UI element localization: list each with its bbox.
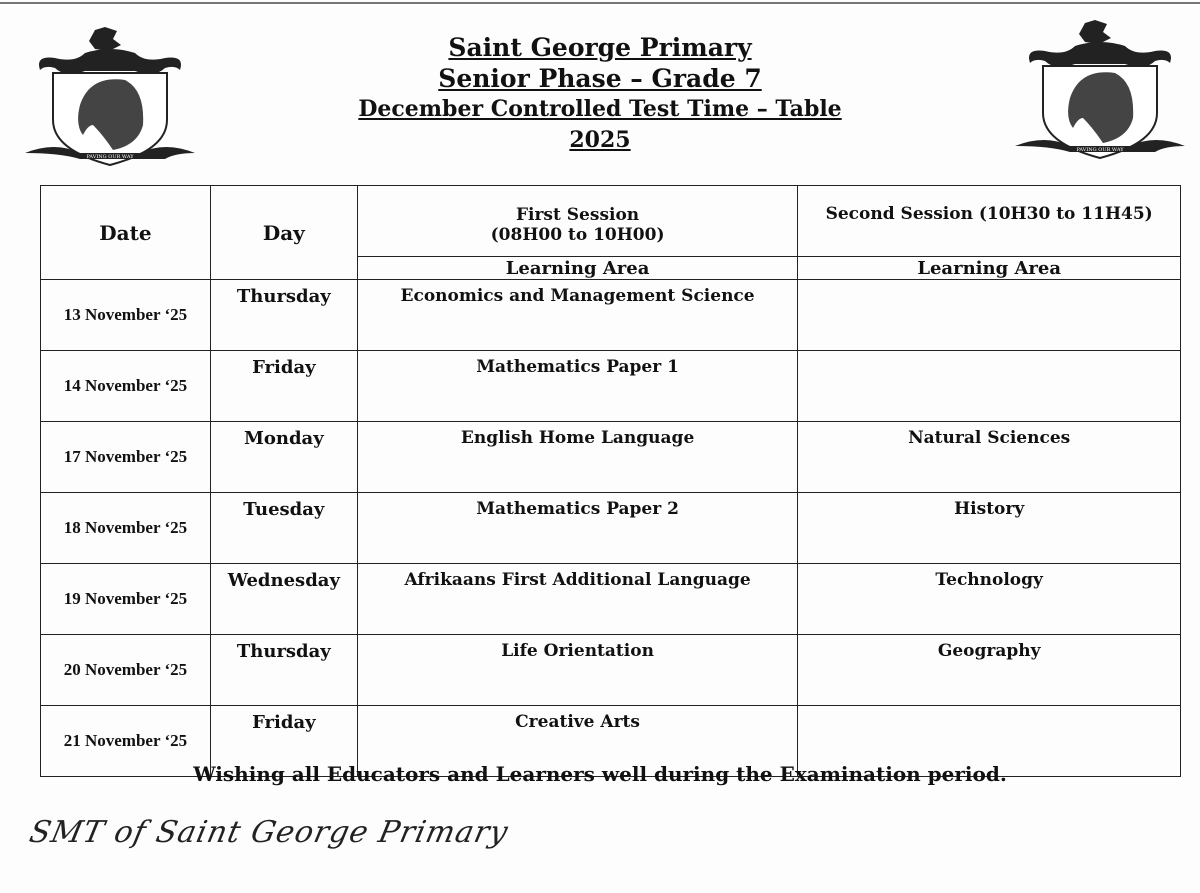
day-cell: Wednesday	[210, 564, 357, 635]
first-session-cell: Economics and Management Science	[357, 280, 798, 351]
footer-message: Wishing all Educators and Learners well during the Examination period.	[193, 762, 1007, 786]
table-row	[41, 422, 1181, 493]
first-session-cell: Mathematics Paper 2	[357, 493, 798, 564]
date-cell: 17 November ‘25	[41, 422, 211, 493]
date-cell: 18 November ‘25	[41, 493, 211, 564]
first-session-cell: Afrikaans First Additional Language	[357, 564, 798, 635]
school-crest-logo-right	[1015, 18, 1185, 163]
document-header	[300, 32, 900, 156]
header-date: Date	[41, 186, 211, 280]
date-cell: 14 November ‘25	[41, 351, 211, 422]
svg-text:PAVING OUR WAY: PAVING OUR WAY	[1076, 147, 1124, 153]
logo-motto: PAVING OUR WAY	[86, 154, 134, 160]
table-row	[41, 564, 1181, 635]
second-session-cell	[798, 351, 1181, 422]
first-session-cell: Mathematics Paper 1	[357, 351, 798, 422]
document-title: December Controlled Test Time – Table	[358, 96, 842, 122]
second-session-cell: Geography	[798, 635, 1181, 706]
first-session-cell: Creative Arts	[357, 706, 798, 777]
year: 2025	[569, 127, 631, 153]
scan-edge	[0, 2, 1200, 4]
second-session-cell: History	[798, 493, 1181, 564]
phase-grade: Senior Phase – Grade 7	[438, 64, 762, 93]
day-cell: Friday	[210, 351, 357, 422]
day-cell: Friday	[210, 706, 357, 777]
date-cell: 21 November ‘25	[41, 706, 211, 777]
header-day: Day	[210, 186, 357, 280]
date-cell: 13 November ‘25	[41, 280, 211, 351]
first-session-cell: English Home Language	[357, 422, 798, 493]
date-cell: 19 November ‘25	[41, 564, 211, 635]
header-learning-area-1: Learning Area	[357, 257, 798, 280]
first-session-cell: Life Orientation	[357, 635, 798, 706]
header-learning-area-2: Learning Area	[798, 257, 1181, 280]
header-second-session: Second Session (10H30 to 11H45)	[798, 186, 1181, 257]
date-cell: 20 November ‘25	[41, 635, 211, 706]
table-row	[41, 493, 1181, 564]
test-timetable	[40, 185, 1181, 777]
day-cell: Thursday	[210, 635, 357, 706]
first-session-time: (08H00 to 10H00)	[490, 225, 665, 245]
table-row	[41, 351, 1181, 422]
second-session-cell	[798, 280, 1181, 351]
table-row	[41, 635, 1181, 706]
day-cell: Thursday	[210, 280, 357, 351]
day-cell: Tuesday	[210, 493, 357, 564]
header-first-session	[357, 186, 798, 257]
school-crest-logo-left	[25, 25, 195, 170]
table-row	[41, 280, 1181, 351]
school-name: Saint George Primary	[448, 33, 752, 62]
day-cell: Monday	[210, 422, 357, 493]
second-session-cell: Technology	[798, 564, 1181, 635]
signature: SMT of Saint George Primary	[26, 815, 512, 850]
first-session-label: First Session	[515, 205, 640, 225]
second-session-cell: Natural Sciences	[798, 422, 1181, 493]
